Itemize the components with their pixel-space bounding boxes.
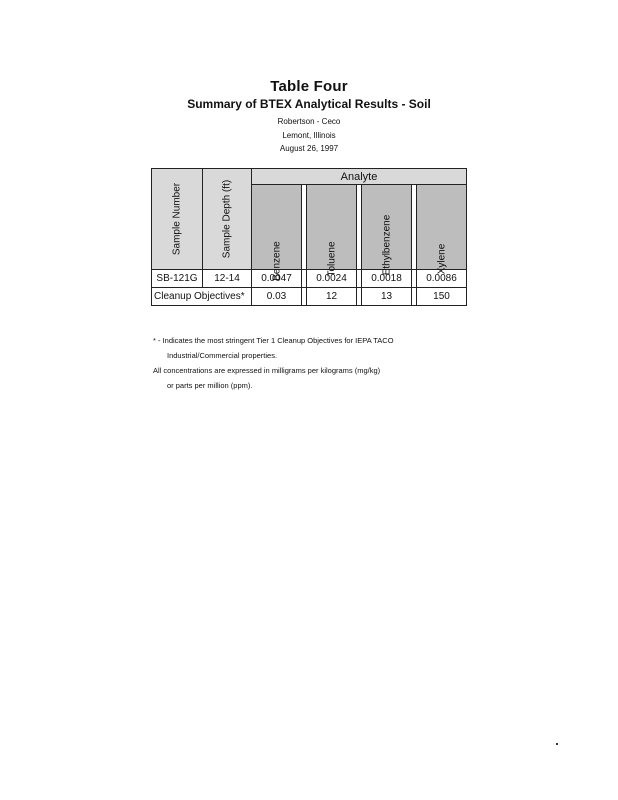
cell-sample: SB-121G <box>152 270 203 288</box>
header-analyte-group: Analyte <box>252 169 467 185</box>
cell-toluene: 0.0024 <box>307 270 357 288</box>
scan-speck <box>556 743 558 745</box>
header-sample-depth-label: Sample Depth (ft) <box>221 179 233 259</box>
site-location: Lemont, Illinois <box>282 131 336 140</box>
cell-ethylbenzene: 13 <box>362 288 412 306</box>
site-name: Robertson - Ceco <box>277 117 341 126</box>
header-sample-depth <box>203 169 252 270</box>
footnote-line: or parts per million (ppm). <box>167 381 253 390</box>
cell-xylene: 150 <box>417 288 467 306</box>
cell-depth: 12-14 <box>203 270 252 288</box>
analyte-label: Toluene <box>326 241 337 277</box>
cell-cleanup-label: Cleanup Objectives* <box>152 288 252 306</box>
cell-ethylbenzene: 0.0018 <box>362 270 412 288</box>
analyte-label: Xylene <box>436 243 447 275</box>
page-subtitle: Summary of BTEX Analytical Results - Soil <box>187 97 431 111</box>
cell-benzene: 0.03 <box>252 288 302 306</box>
header-sample-number <box>152 169 203 270</box>
table-row <box>152 270 467 288</box>
results-table <box>151 168 467 306</box>
cell-benzene: 0.0047 <box>252 270 302 288</box>
report-date: August 26, 1997 <box>279 144 339 153</box>
header-analyte-xylene <box>417 185 467 275</box>
table-row <box>152 288 467 306</box>
cell-xylene: 0.0086 <box>417 270 467 288</box>
header-sample-number-label: Sample Number <box>171 182 183 256</box>
header-analyte-ethylbenzene <box>362 185 412 276</box>
footnote-line: * - Indicates the most stringent Tier 1 Cleanup Objectives for IEPA TACO <box>153 336 394 345</box>
analyte-label: Benzene <box>271 241 282 281</box>
footnote-line: Industrial/Commercial properties. <box>167 351 278 360</box>
page-title: Table Four <box>270 78 348 95</box>
cell-toluene: 12 <box>307 288 357 306</box>
footnote-line: All concentrations are expressed in milligrams per kilograms (mg/kg) <box>153 366 381 375</box>
analyte-label: Ethylbenzene <box>381 214 392 276</box>
header-analyte-toluene <box>307 185 357 277</box>
footnotes <box>153 333 394 393</box>
